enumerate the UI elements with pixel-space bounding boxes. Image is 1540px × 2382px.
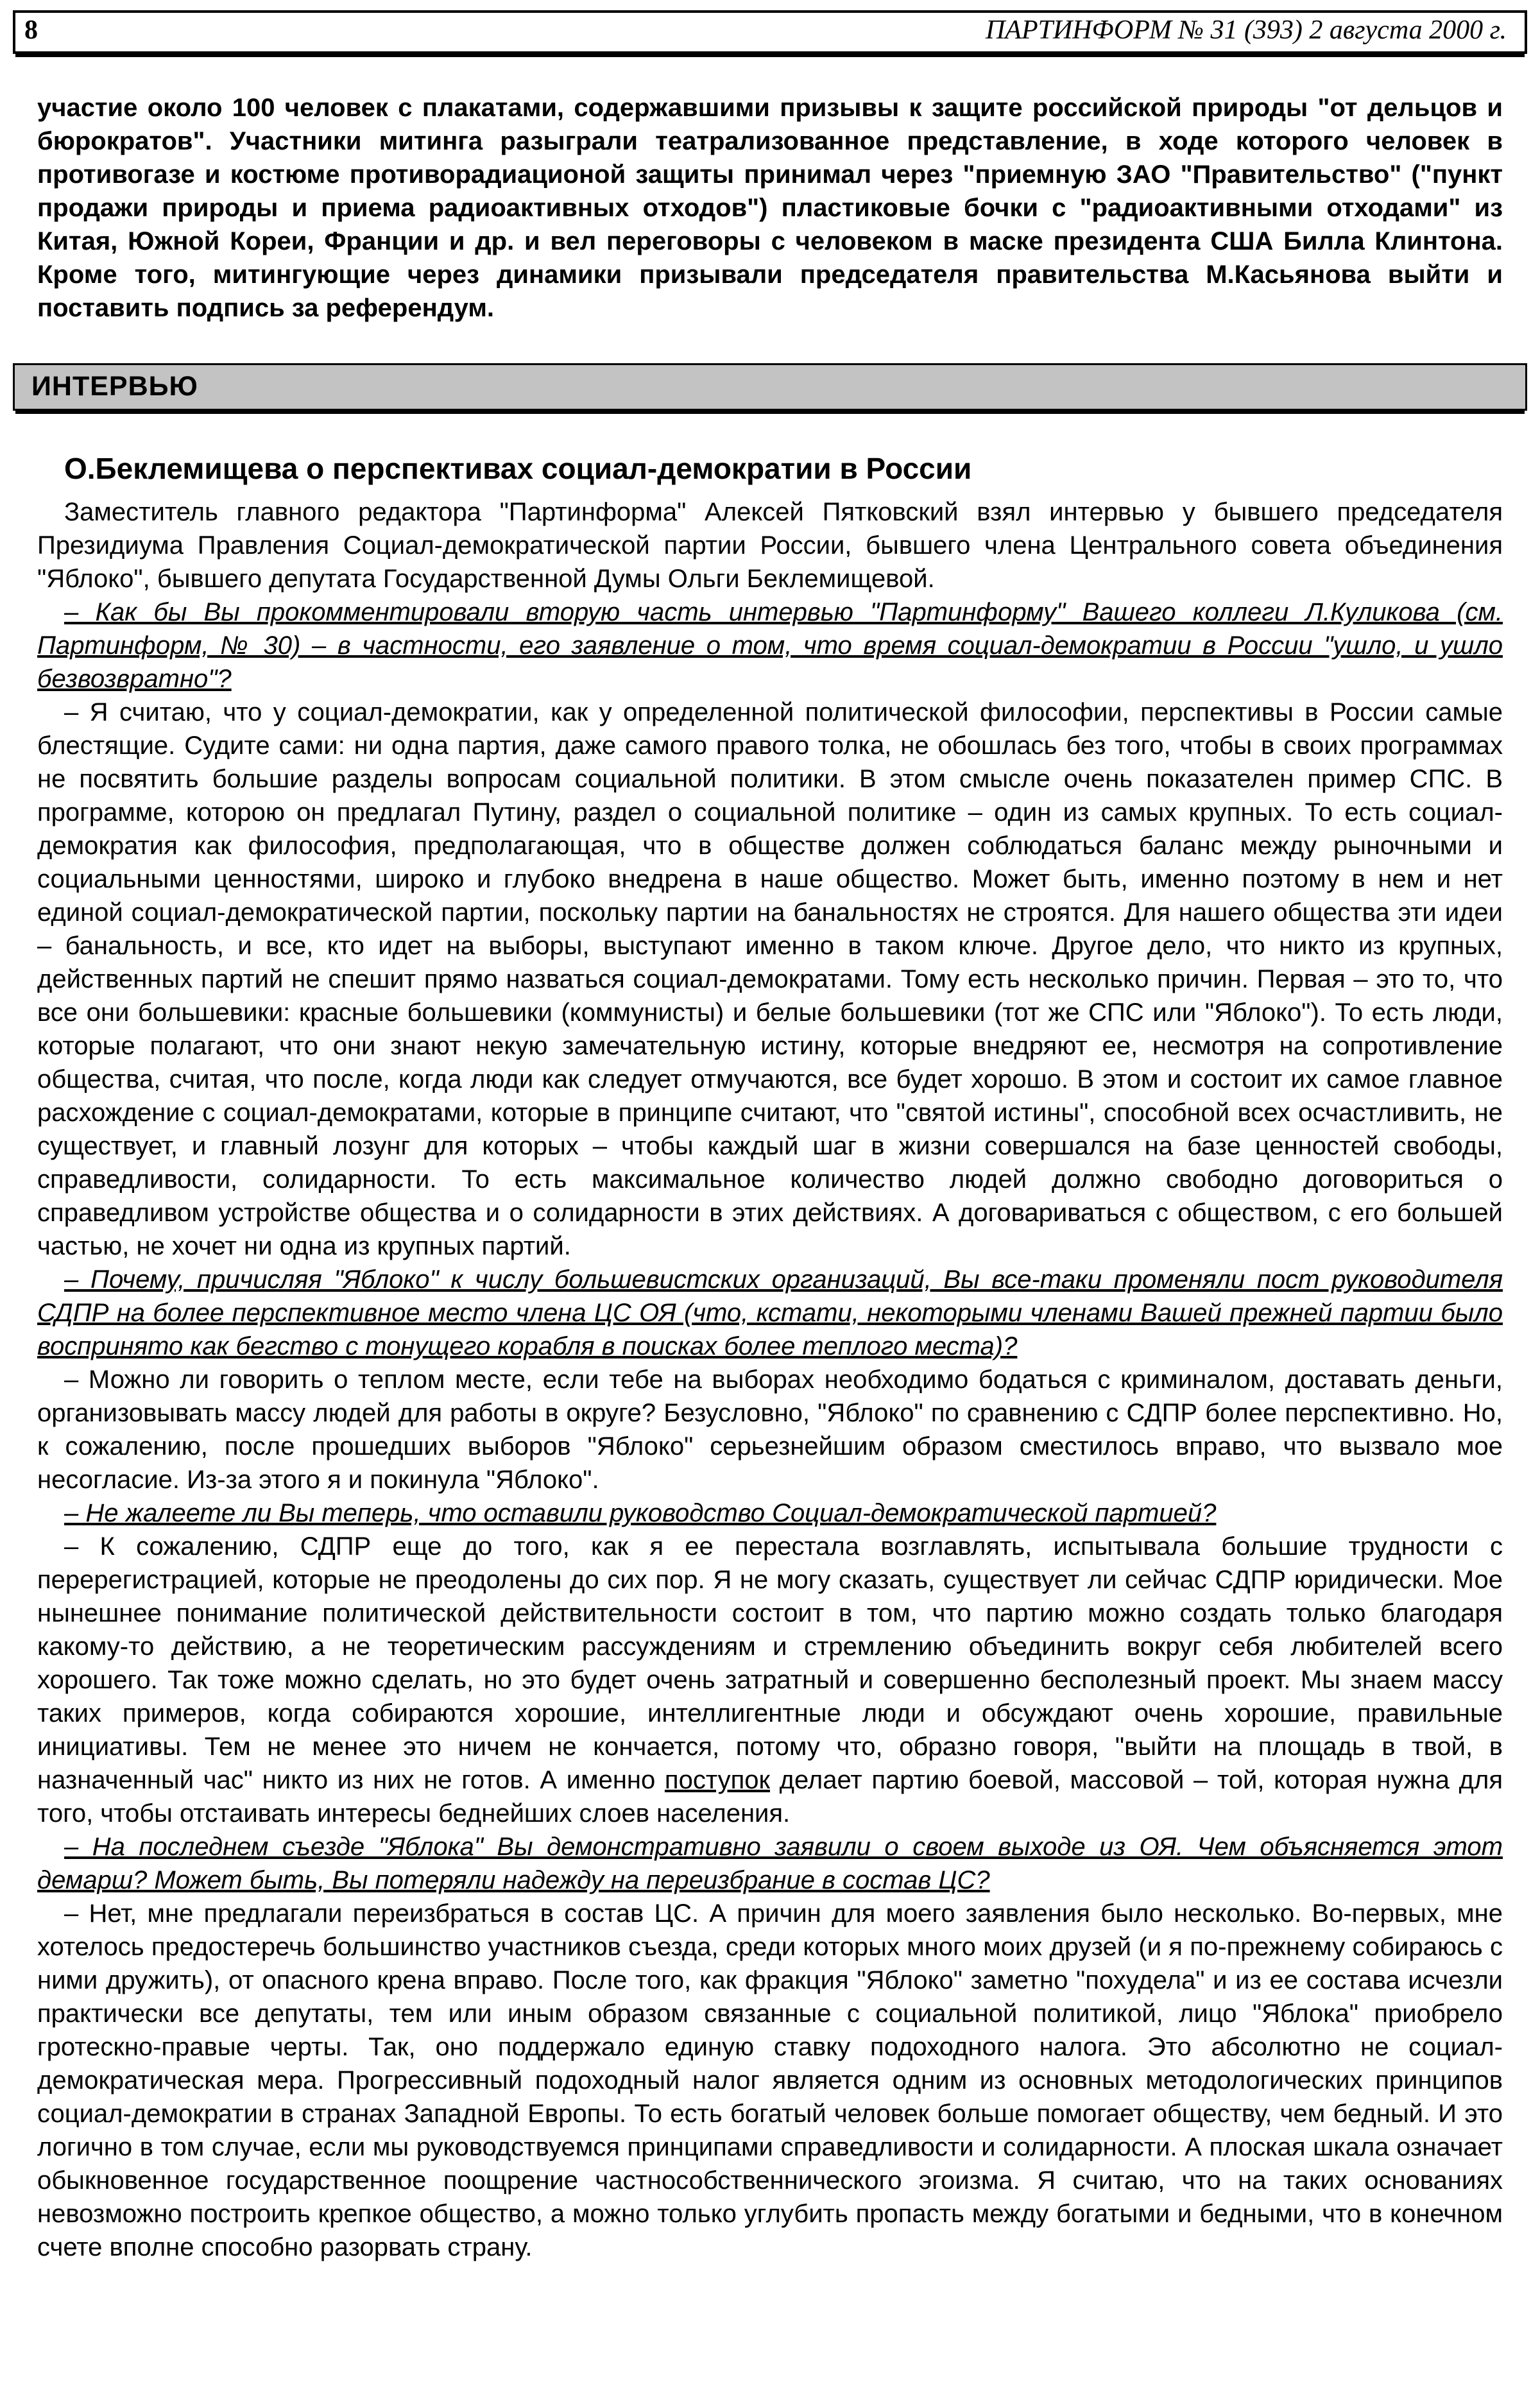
- page-header: [13, 10, 1527, 54]
- interview-question-3: – Не жалеете ли Вы теперь, что оставили руководство Социал-демократической партией?: [64, 1499, 1217, 1527]
- section-header-bar: [13, 363, 1527, 411]
- answer-3-text-after: делает партию боевой, массовой – той, которая нужна для того, чтобы отстаивать интересы беднейших слоев населения.: [37, 1766, 1503, 1828]
- journal-title: ПАРТИНФОРМ № 31 (393) 2 августа 2000 г.: [985, 15, 1507, 45]
- article-title: О.Беклемищева о перспективах социал-демократии в России: [64, 452, 972, 485]
- interview-answer-3: [37, 1530, 1503, 1830]
- article-intro: Заместитель главного редактора "Партинформа" Алексей Пятковский взял интервью у бывшего председателя Президиума Правления Социал-демократической партии России, бывшего члена Центрального совета объединения "Яблоко", бывшего депутата Государственной Думы Ольги Беклемищевой.: [37, 498, 1503, 593]
- interview-question-2: – Почему, причисляя "Яблоко" к числу большевистских организаций, Вы все-таки променяли пост руководителя СДПР на более перспективное место члена ЦС ОЯ (что, кстати, некоторыми членами Вашей прежней партии было воспринято как бегство с тонущего корабля в поисках более теплого места)?: [37, 1265, 1503, 1360]
- page-content: [13, 91, 1527, 2264]
- interview-answer-4: – Нет, мне предлагали переизбраться в состав ЦС. А причин для моего заявления было несколько. Во-первых, мне хотелось предостеречь большинство участников съезда, среди которых много моих друзей (и я по-прежнему собираюсь с ними дружить), от опасного крена вправо. После того, как фракция "Яблоко" заметно "похудела" и из ее состава исчезли практически все депутаты, тем или иным образом связанные с социальной политикой, лицо "Яблока" приобрело гротескно-правые черты. Так, оно поддержало единую ставку подоходного налога. Это абсолютно не социал-демократическая мера. Прогрессивный подоходный налог является одним из основных методологических принципов социал-демократии в странах Западной Европы. То есть богатый человек больше помогает обществу, чем бедный. И это логично в том случае, если мы руководствуемся принципами справедливости и солидарности. А плоская шкала означает обыкновенное государственное поощрение частнособственнического эгоизма. Я считаю, что на таких основаниях невозможно построить крепкое общество, а можно только углубить пропасть между богатыми и бедными, что в конечном счете вполне способно разорвать страну.: [37, 1899, 1503, 2261]
- lead-paragraph: участие около 100 человек с плакатами, содержавшими призывы к защите российской природы "от дельцов и бюрократов". Участники митинга разыграли театрализованное представление, в ходе которого человек в противогазе и костюме противорадиационой защиты принимал через "приемную ЗАО "Правительство" ("пункт продажи природы и приема радиоактивных отходов") пластиковые бочки с "радиоактивными отходами" из Китая, Южной Кореи, Франции и др. и вел переговоры с человеком в маске президента США Билла Клинтона. Кроме того, митингующие через динамики призывали председателя правительства М.Касьянова выйти и поставить подпись за референдум.: [37, 94, 1503, 322]
- interview-answer-1: – Я считаю, что у социал-демократии, как у определенной политической философии, перспективы в России самые блестящие. Судите сами: ни одна партия, даже самого правого толка, не обошлась без того, чтобы в своих программах не посвятить большие разделы вопросам социальной политики. В этом смысле очень показателен пример СПС. В программе, которою он предлагал Путину, раздел о социальной политике – один из самых крупных. То есть социал-демократия как философия, предполагающая, что в обществе должен соблюдаться баланс между рыночными и социальными ценностями, широко и глубоко внедрена в наше общество. Может быть, именно поэтому в нем и нет единой социал-демократической партии, поскольку партии на банальностях не строятся. Для нашего общества эти идеи – банальность, и все, кто идет на выборы, выступают именно в таком ключе. Другое дело, что никто из крупных, действенных партий не спешит прямо назваться социал-демократами. Тому есть несколько причин. Первая – это то, что все они большевики: красные большевики (коммунисты) и белые большевики (тот же СПС или "Яблоко"). То есть люди, которые полагают, что они знают некую замечательную истину, которые внедряют ее, несмотря на сопротивление общества, считая, что после, когда люди как следует отмучаются, все будет хорошо. В этом и состоит их самое главное расхождение с социал-демократами, которые в принципе считают, что "святой истины", способной всех осчастливить, не существует, и главный лозунг для которых – чтобы каждый шаг в жизни совершался на базе ценностей свободы, справедливости, солидарности. То есть максимальное количество людей должно свободно договориться о справедливом устройстве общества и о солидарности в этих действиях. А договариваться с обществом, с его большей частью, не хочет ни одна из крупных партий.: [37, 698, 1503, 1260]
- section-label: ИНТЕРВЬЮ: [31, 371, 198, 402]
- interview-question-4: – На последнем съезде "Яблока" Вы демонстративно заявили о своем выходе из ОЯ. Чем объясняется этот демарш? Может быть, Вы потеряли надежду на переизбрание в состав ЦС?: [37, 1833, 1503, 1894]
- interview-answer-2: – Можно ли говорить о теплом месте, если тебе на выборах необходимо бодаться с криминалом, доставать деньги, организовывать массу людей для работы в округе? Безусловно, "Яблоко" по сравнению с СДПР более перспективно. Но, к сожалению, после прошедших выборов "Яблоко" серьезнейшим образом сместилось вправо, что вызвало мое несогласие. Из-за этого я и покинула "Яблоко".: [37, 1366, 1503, 1494]
- page-number: 8: [24, 15, 38, 45]
- answer-3-text-before: – К сожалению, СДПР еще до того, как я ее перестала возглавлять, испытывала большие трудности с перерегистрацией, которые не преодолены до сих пор. Я не могу сказать, существует ли сейчас СДПР юридически. Мое нынешнее понимание политической действительности состоит в том, что партию можно создать только благодаря какому-то действию, а не теоретическим рассуждениям и стремлению объединить вокруг себя любителей всего хорошего. Так тоже можно сделать, но это будет очень затратный и совершенно бесполезный проект. Мы знаем массу таких примеров, когда собираются хорошие, интеллигентные люди и обсуждают очень хорошие, правильные инициативы. Тем не менее это ничем не кончается, потому что, образно говоря, "выйти на площадь в твой, в назначенный час" никто из них не готов. А именно: [37, 1532, 1503, 1794]
- answer-3-underlined-word: поступок: [664, 1766, 770, 1794]
- interview-question-1: – Как бы Вы прокомментировали вторую часть интервью "Партинформу" Вашего коллеги Л.Куликова (см. Партинформ, № 30) – в частности, его заявление о том, что время социал-демократии в России "ушло, и ушло безвозвратно"?: [37, 598, 1503, 693]
